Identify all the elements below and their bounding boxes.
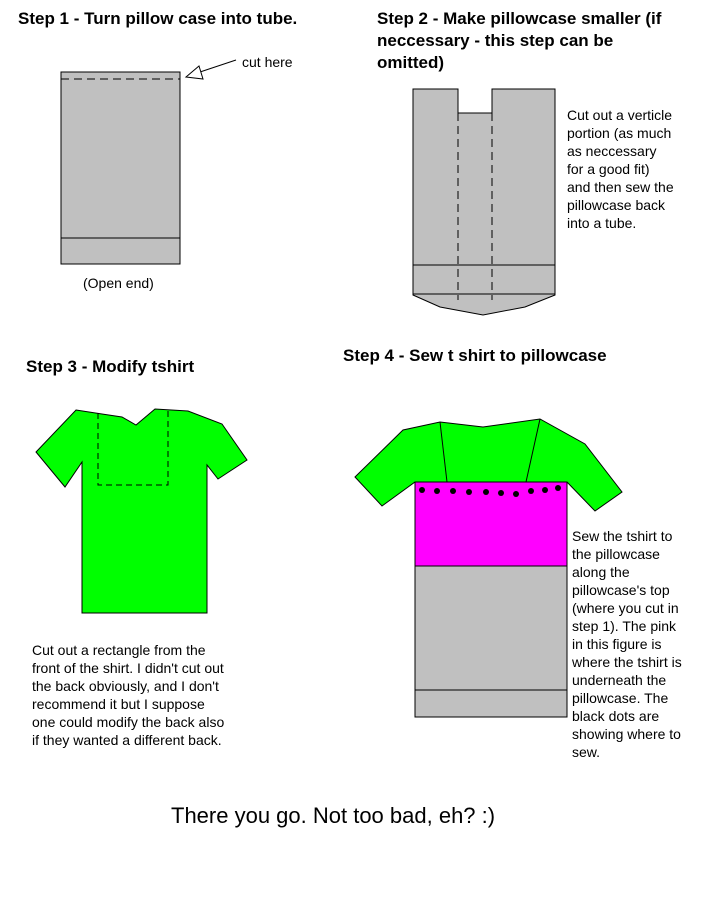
step1-pillowcase-body — [61, 72, 180, 264]
step2-pillowcase — [413, 89, 555, 315]
sew-dot — [434, 488, 440, 494]
step2-title: Step 2 - Make pillowcase smaller (if neccessary - this step can be omitted) — [377, 9, 662, 72]
step1-open-end-label: (Open end) — [83, 275, 154, 291]
sew-dot — [483, 489, 489, 495]
step1-pillowcase — [61, 60, 236, 264]
sew-dot — [555, 485, 561, 491]
sew-dot — [513, 491, 519, 497]
step4-pillowcase — [415, 566, 567, 717]
step2-note: Cut out a verticle portion (as much as neccessary for a good fit) and then sew the pillowcase back into a tube. — [567, 107, 674, 231]
sew-dot — [542, 487, 548, 493]
sew-dot — [528, 488, 534, 494]
step3-title: Step 3 - Modify tshirt — [26, 357, 195, 376]
step3-note: Cut out a rectangle from the front of the shirt. I didn't cut out the back obviously, and I don't recommend it but I suppose one could modify the back also if they wanted a different back. — [32, 642, 225, 748]
sew-dot — [419, 487, 425, 493]
step4-underlap-region — [415, 482, 567, 566]
sew-dot — [466, 489, 472, 495]
step1-cut-label: cut here — [242, 54, 293, 70]
step3-tshirt — [36, 409, 247, 613]
sew-dot — [498, 490, 504, 496]
sew-dot — [450, 488, 456, 494]
step3-tshirt-body — [36, 409, 247, 613]
step1-title: Step 1 - Turn pillow case into tube. — [18, 9, 298, 28]
step4-title: Step 4 - Sew t shirt to pillowcase — [343, 346, 607, 365]
step1-cut-arrowhead — [186, 66, 203, 79]
closing-text: There you go. Not too bad, eh? :) — [171, 803, 496, 828]
step4-note: Sew the tshirt to the pillowcase along the pillowcase's top (where you cut in step 1). The pink in this figure is where the tshirt is underneath the pillowcase. The black dots are showing where to sew. — [572, 528, 682, 760]
step2-pillowcase-body — [413, 89, 555, 315]
